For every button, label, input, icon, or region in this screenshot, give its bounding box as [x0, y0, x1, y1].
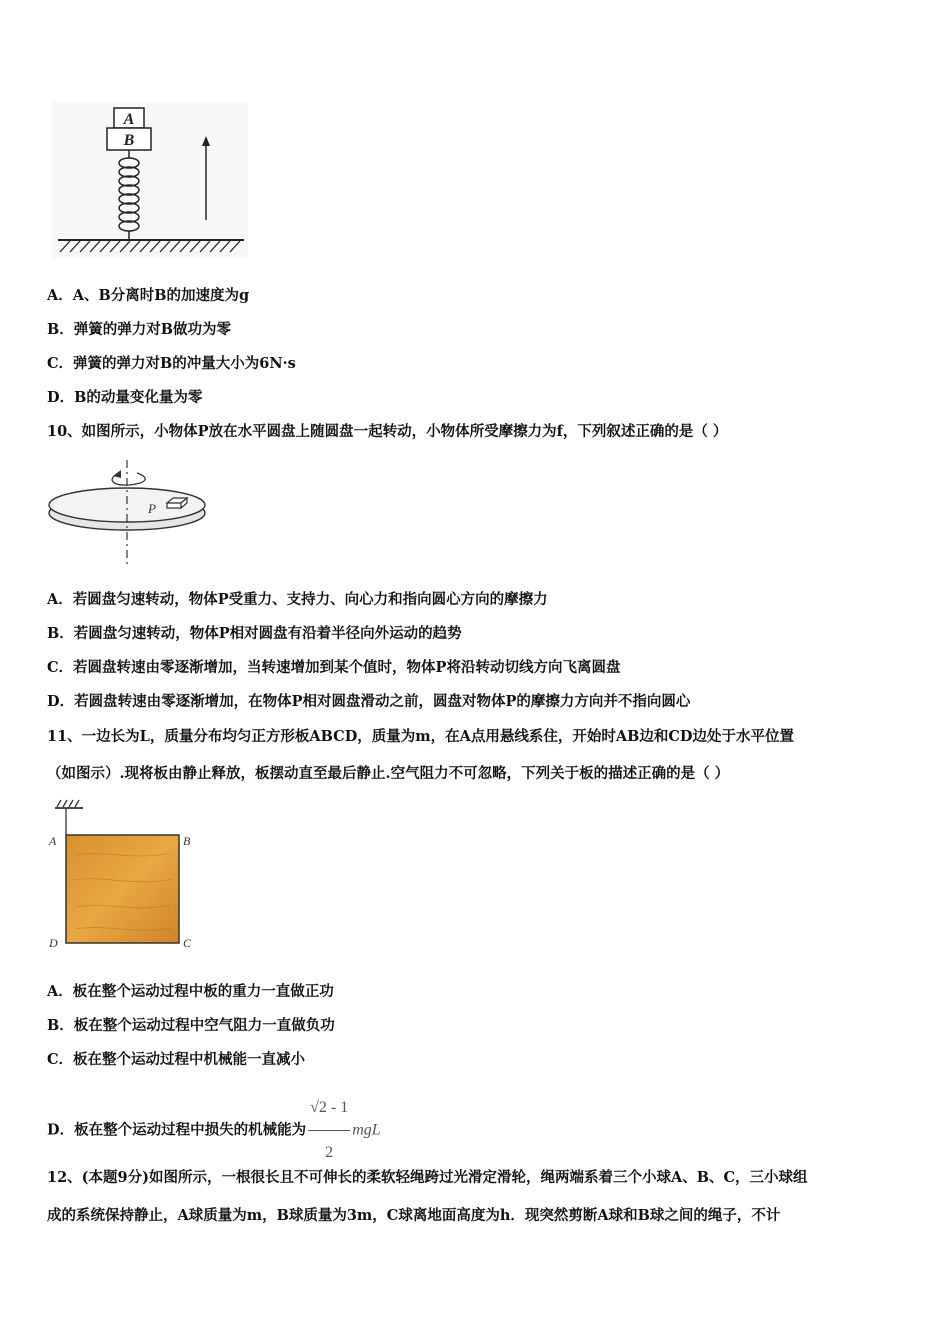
object-p-label: P	[148, 501, 156, 516]
q9-option-d: D．B的动量变化量为零	[47, 389, 203, 406]
q11-stem-line2: （如图示）.现将板由静止释放，板摆动直至最后静止.空气阻力不可忽略，下列关于板的描述正确的是（ ）	[47, 765, 730, 782]
mgl-term: mgL	[352, 1121, 381, 1139]
rotation-arrow-icon	[112, 470, 145, 485]
q10-option-c: C．若圆盘转速由零逐渐增加，当转速增加到某个值时，物体P将沿转动切线方向飞离圆盘	[47, 659, 621, 676]
q9-option-a: A．A、B分离时B的加速度为g	[47, 287, 250, 304]
corner-a-label: A	[49, 834, 57, 848]
q11-option-d-text: D．板在整个运动过程中损失的机械能为	[47, 1121, 307, 1139]
fraction	[308, 1088, 350, 1173]
wood-plate	[66, 835, 179, 943]
q11-stem-line1: 11、一边长为L，质量分布均匀正方形板ABCD，质量为m，在A点用悬线系住，开始时AB边和CD边处于水平位置	[47, 728, 794, 745]
q12-line1: 12、(本题9分)如图所示，一根很长且不可伸长的柔软轻绳跨过光滑定滑轮，绳两端系着三个小球A、B、C，三小球组	[47, 1169, 808, 1186]
q11-option-c: C．板在整个运动过程中机械能一直减小	[47, 1051, 306, 1068]
q10-option-d: D．若圆盘转速由零逐渐增加，在物体P相对圆盘滑动之前，圆盘对物体P的摩擦力方向并不指向圆心	[47, 693, 691, 710]
q9-option-b: B．弹簧的弹力对B做功为零	[47, 321, 232, 338]
block-b-label: B	[123, 132, 135, 149]
q10-option-b: B．若圆盘匀速转动，物体P相对圆盘有沿着半径向外运动的趋势	[47, 625, 462, 642]
fraction-denominator: 2	[325, 1144, 334, 1161]
spring-figure	[50, 100, 250, 260]
block-a-label: A	[123, 111, 135, 128]
corner-b-label: B	[183, 834, 191, 848]
q12-line2: 成的系统保持静止，A球质量为m，B球质量为3m，C球离地面高度为h．现突然剪断A球和B球之间的绳子，不计	[47, 1207, 781, 1224]
square-plate-figure	[45, 795, 205, 960]
q11-option-d	[47, 1088, 381, 1173]
q11-option-a: A．板在整个运动过程中板的重力一直做正功	[47, 983, 334, 1000]
rotating-disk-figure	[45, 455, 215, 570]
fraction-numerator: √2 - 1	[308, 1088, 350, 1131]
corner-d-label: D	[49, 936, 58, 950]
q9-option-c: C．弹簧的弹力对B的冲量大小为6N·s	[47, 355, 296, 372]
corner-c-label: C	[183, 936, 192, 950]
ceiling-hatch	[55, 800, 83, 808]
q11-option-b: B．板在整个运动过程中空气阻力一直做负功	[47, 1017, 335, 1034]
q10-option-a: A．若圆盘匀速转动，物体P受重力、支持力、向心力和指向圆心方向的摩擦力	[47, 591, 548, 608]
q10-stem: 10、如图所示，小物体P放在水平圆盘上随圆盘一起转动，小物体所受摩擦力为f，下列叙述正确的是（ ）	[47, 423, 728, 440]
